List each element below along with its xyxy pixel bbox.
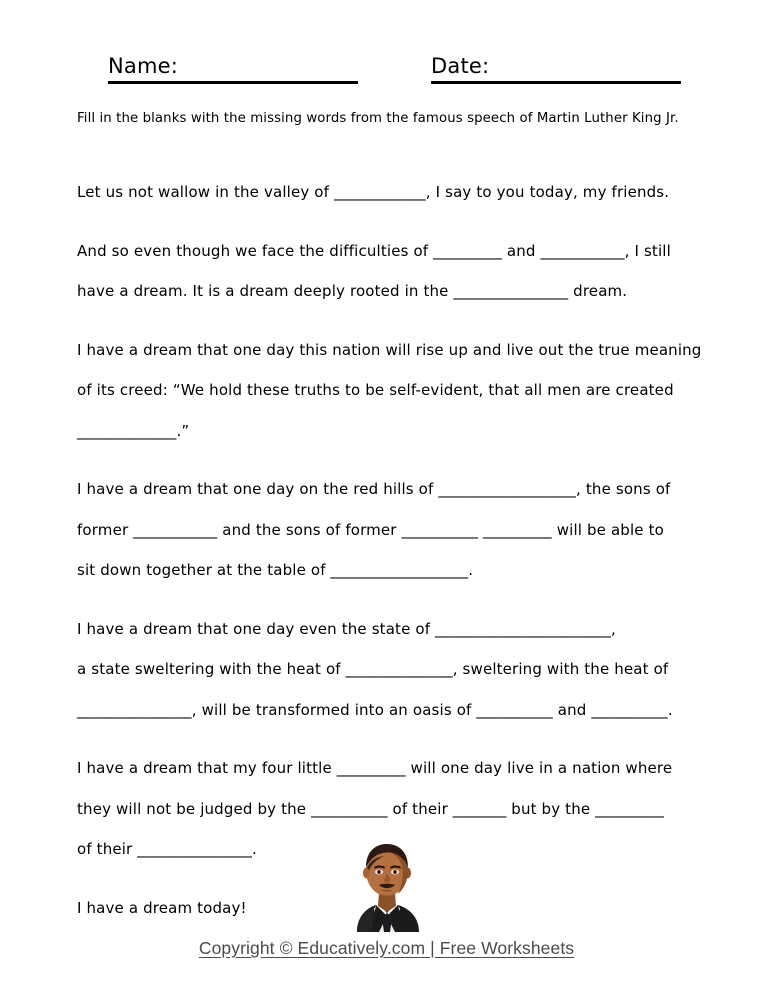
worksheet-header <box>0 38 773 84</box>
passage-paragraph-1 <box>77 172 699 213</box>
passage-line: I have a dream that one day even the state of _______________________, <box>77 619 616 638</box>
instruction-text: Fill in the blanks with the missing words from the famous speech of Martin Luther King Jr. <box>77 111 679 126</box>
passage-body <box>77 172 702 928</box>
martin-luther-king-portrait-image <box>343 836 431 932</box>
passage-line: of its creed: “We hold these truths to be self-evident, that all men are created <box>77 381 674 399</box>
footer-copyright-link[interactable]: Copyright © Educatively.com | Free Worksheets <box>198 938 575 958</box>
passage-line: they will not be judged by the __________ of their _______ but by the _________ <box>77 799 664 818</box>
passage-line: I have a dream that one day this nation will rise up and live out the true meaning <box>77 340 702 359</box>
date-field[interactable] <box>431 55 681 84</box>
passage-line: I have a dream today! <box>77 898 247 917</box>
name-field[interactable] <box>108 55 358 84</box>
passage-line: _______________, will be transformed into an oasis of __________ and __________. <box>77 700 673 719</box>
passage-line: a state sweltering with the heat of ______________, sweltering with the heat of <box>77 660 669 678</box>
passage-line: sit down together at the table of __________________. <box>77 561 474 579</box>
passage-line: _____________.” <box>77 421 190 440</box>
name-label: Name: <box>108 53 179 78</box>
passage-line: Let us not wallow in the valley of ____________, I say to you today, my friends. <box>77 183 670 201</box>
passage-line: of their _______________. <box>77 840 257 858</box>
date-label: Date: <box>431 53 490 78</box>
passage-line: And so even though we face the difficulties of _________ and ___________, I still <box>77 241 671 260</box>
passage-paragraph-4 <box>77 469 699 591</box>
footer <box>0 938 773 959</box>
passage-line: I have a dream that one day on the red hills of __________________, the sons of <box>77 480 671 498</box>
passage-line: have a dream. It is a dream deeply rooted in the _______________ dream. <box>77 282 628 300</box>
passage-paragraph-5 <box>77 609 699 731</box>
passage-paragraph-2 <box>77 231 699 312</box>
passage-paragraph-3 <box>77 330 702 452</box>
passage-line: former ___________ and the sons of former __________ _________ will be able to <box>77 520 664 539</box>
passage-line: I have a dream that my four little _________ will one day live in a nation where <box>77 759 673 777</box>
